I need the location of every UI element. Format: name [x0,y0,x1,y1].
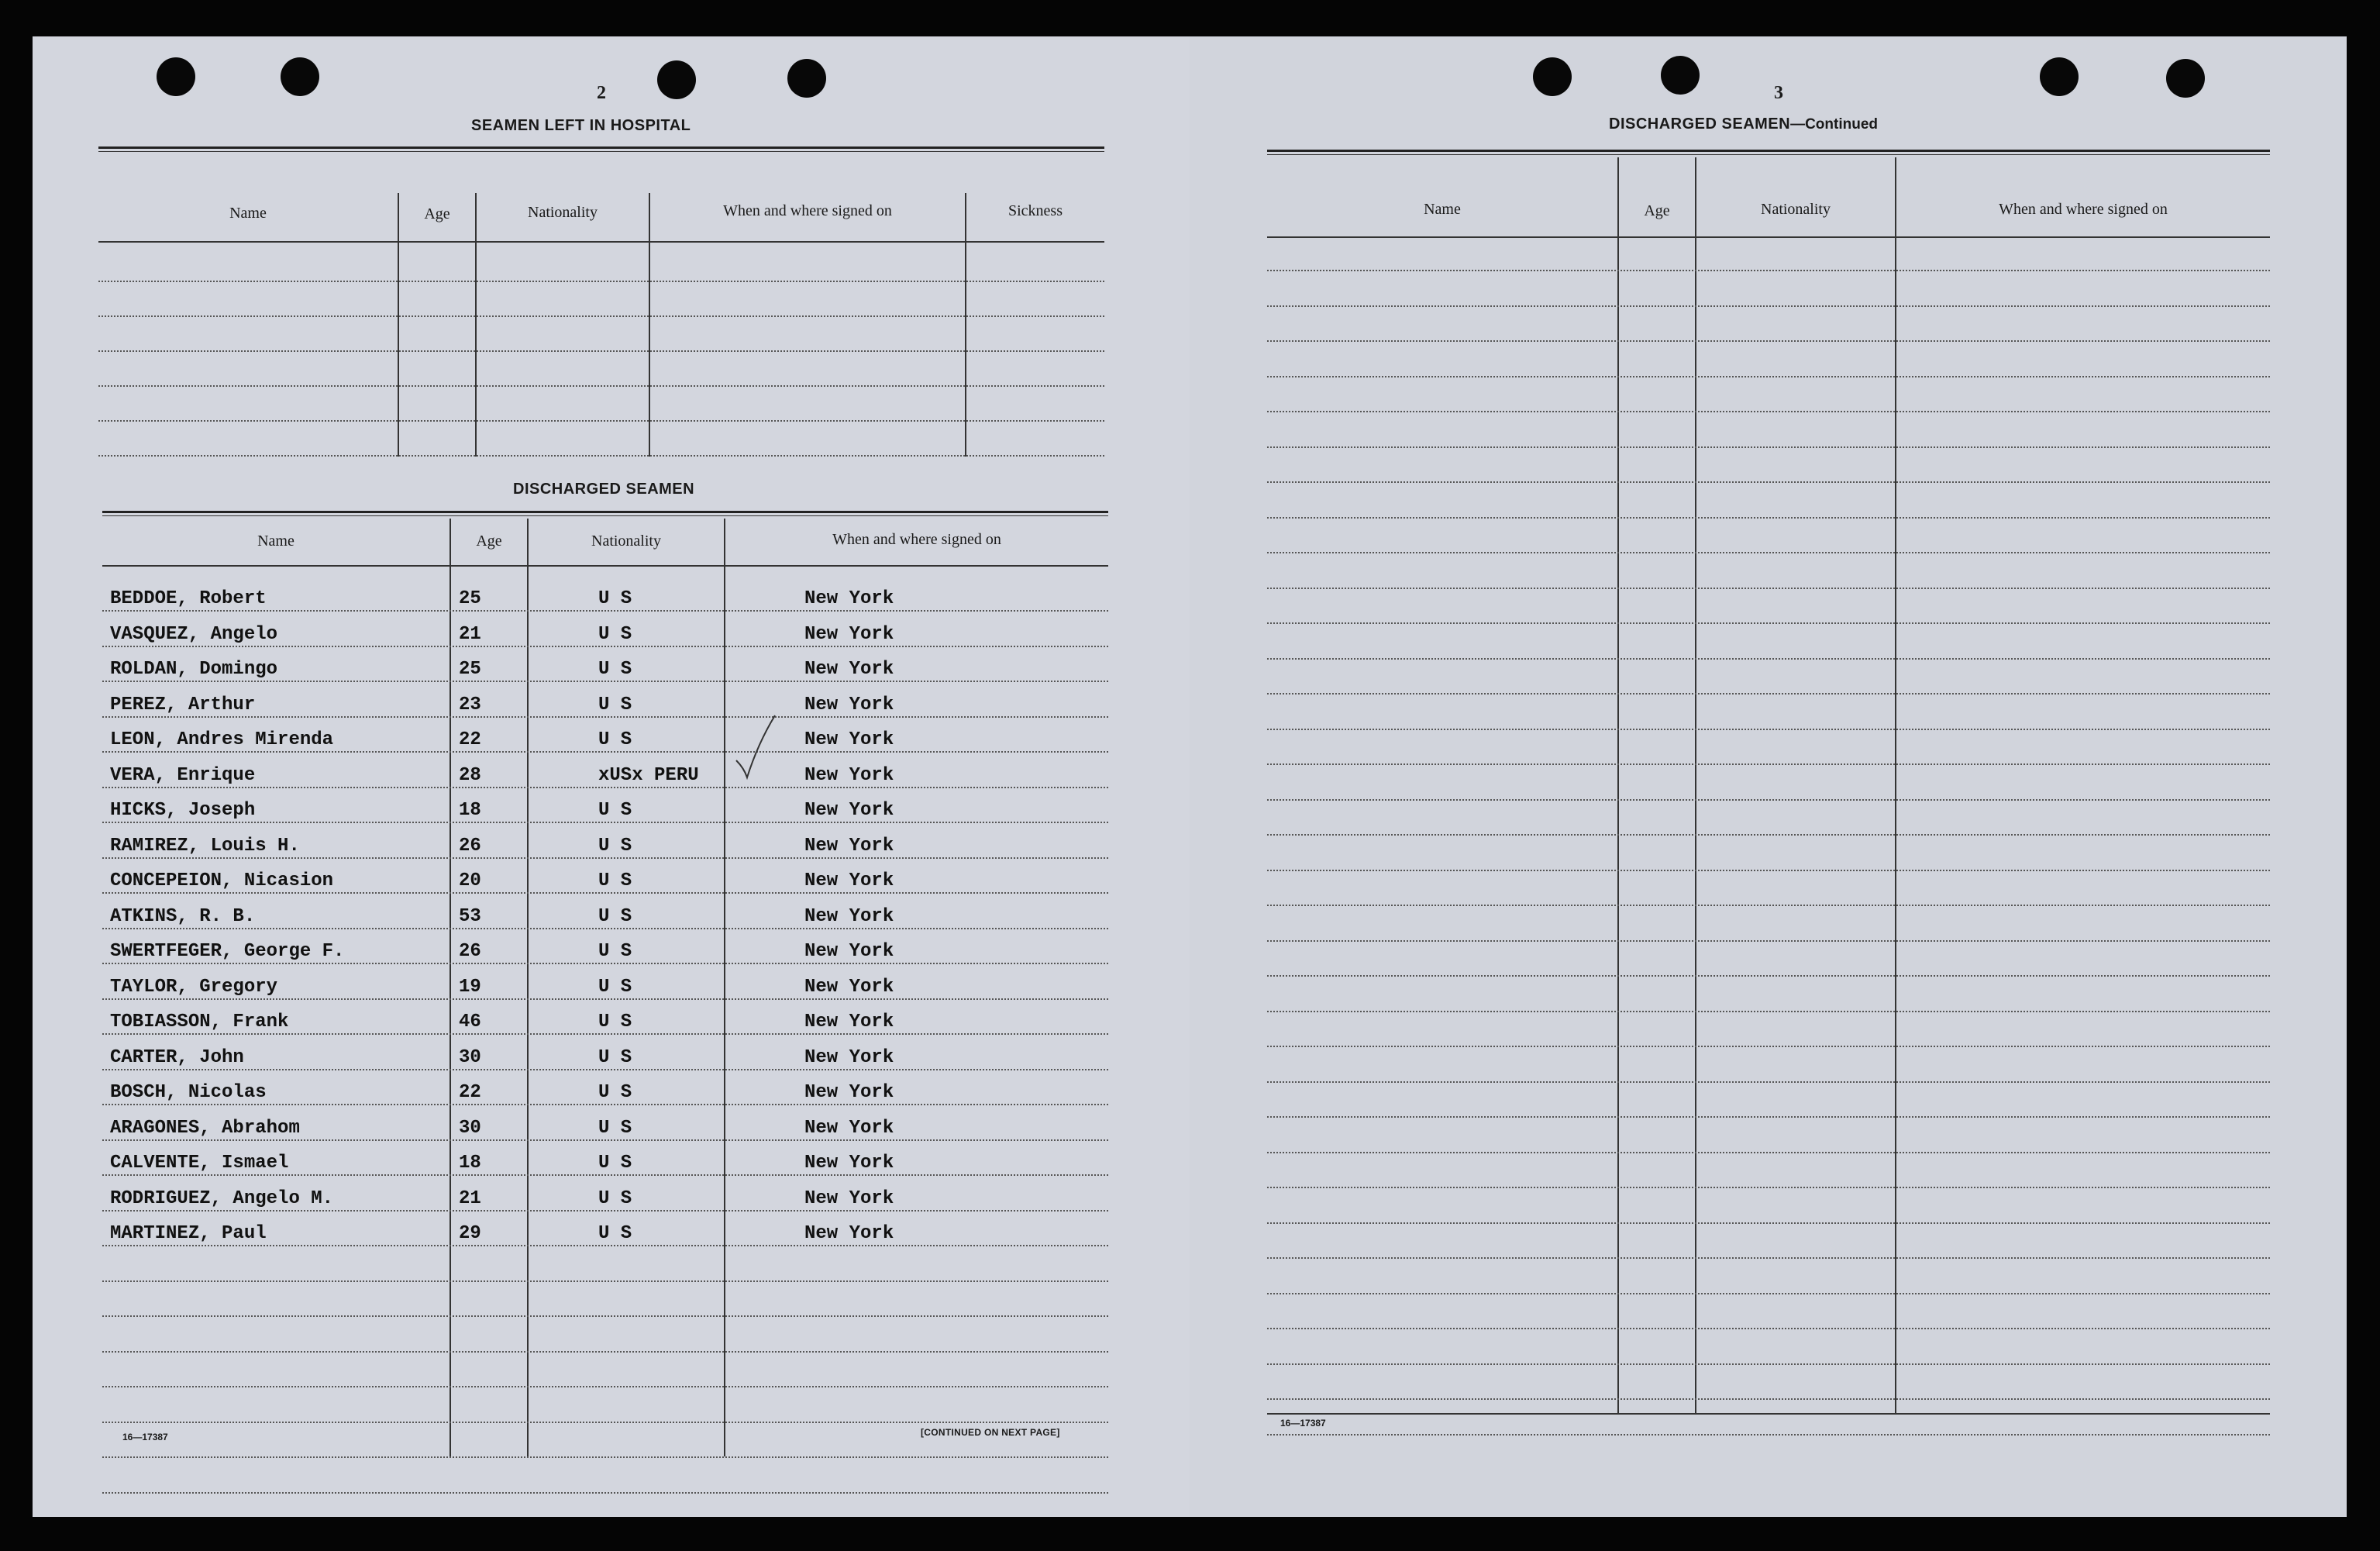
row-divider [1267,481,2270,483]
row-divider [1267,270,2270,271]
seaman-name: TOBIASSON, Frank [110,1012,289,1032]
seaman-signed-on: New York [804,694,894,715]
seaman-age: 30 [459,1046,481,1068]
row-divider [1267,1293,2270,1294]
row-divider [1267,834,2270,836]
seaman-name: RODRIGUEZ, Angelo M. [110,1187,334,1209]
seaman-age: 26 [459,941,481,962]
seaman-age: 23 [459,694,481,715]
row-divider [1267,1046,2270,1047]
row-divider [1267,1187,2270,1188]
form-number: 16—17387 [122,1432,168,1442]
row-divider [1267,552,2270,553]
row-divider [1267,446,2270,448]
seaman-age: 29 [459,1223,481,1244]
page-title [1609,115,1878,133]
seaman-age: 18 [459,800,481,821]
row-divider [1267,411,2270,412]
seaman-age: 22 [459,1082,481,1103]
row-divider [102,963,1108,964]
row-divider [102,751,1108,753]
seaman-nationality: U S [598,905,632,927]
row-divider [102,857,1108,859]
seaman-name: VERA, Enrique [110,764,256,786]
seaman-name: CONCEPEION, Nicasion [110,870,334,891]
seaman-name: ROLDAN, Domingo [110,659,278,680]
seaman-nationality: U S [598,1223,632,1244]
row-divider [102,1174,1108,1176]
col-header-signed-on: When and where signed on [723,202,892,219]
row-divider [1267,940,2270,942]
continued-table [1267,150,2270,1452]
row-divider [1267,622,2270,624]
row-divider [1267,340,2270,342]
page-number: 3 [1774,83,1783,103]
seaman-nationality: U S [598,800,632,821]
seaman-nationality: U S [598,835,632,856]
row-divider [1267,1081,2270,1083]
seaman-signed-on: New York [804,1082,894,1103]
row-divider [102,716,1108,718]
seaman-signed-on: New York [804,835,894,856]
seaman-age: 30 [459,1117,481,1139]
seaman-age: 28 [459,764,481,786]
hospital-section-title: SEAMEN LEFT IN HOSPITAL [471,117,691,134]
seaman-signed-on: New York [804,1117,894,1139]
row-divider [1267,799,2270,801]
row-divider [1267,1398,2270,1400]
seaman-age: 21 [459,623,481,645]
seaman-age: 22 [459,729,481,750]
seaman-name: ATKINS, R. B. [110,905,256,927]
seaman-name: VASQUEZ, Angelo [110,623,278,645]
seaman-nationality: U S [598,1012,632,1032]
col-header-signed-on: When and where signed on [1999,201,2168,218]
seaman-signed-on: New York [804,941,894,962]
seaman-age: 26 [459,835,481,856]
row-divider [102,1456,1108,1458]
row-divider [102,998,1108,1000]
punch-hole [157,57,195,96]
col-header-nationality: Nationality [528,204,598,221]
seaman-age: 46 [459,1012,481,1032]
row-divider [1267,905,2270,906]
row-divider [102,928,1108,929]
seaman-name: PEREZ, Arthur [110,694,256,715]
row-divider [102,610,1108,612]
row-divider [102,1069,1108,1070]
row-divider [102,1351,1108,1353]
row-divider [1267,729,2270,730]
punch-hole [2166,59,2205,98]
punch-hole [1661,56,1700,95]
row-divider [1267,1011,2270,1012]
row-divider [102,892,1108,894]
seaman-signed-on: New York [804,764,894,786]
discharged-table [102,511,1108,1456]
left-page [33,36,1190,1517]
form-number: 16—17387 [1280,1418,1326,1429]
row-divider [102,1033,1108,1035]
punch-hole [281,57,319,96]
col-header-signed-on: When and where signed on [832,531,1001,548]
col-header-nationality: Nationality [1761,201,1831,218]
seaman-name: MARTINEZ, Paul [110,1223,267,1244]
col-header-nationality: Nationality [591,533,661,550]
seaman-signed-on: New York [804,870,894,891]
row-divider [1267,658,2270,660]
col-header-sickness: Sickness [1008,202,1063,219]
row-divider [1267,1152,2270,1153]
col-header-age: Age [476,533,502,550]
row-divider [1267,870,2270,871]
row-divider [1267,1363,2270,1365]
row-divider [102,1104,1108,1105]
row-divider [102,1139,1108,1141]
seaman-signed-on: New York [804,1012,894,1032]
seaman-nationality: U S [598,1082,632,1103]
row-divider [1267,763,2270,765]
seaman-signed-on: New York [804,588,894,609]
seaman-nationality: U S [598,976,632,998]
seaman-signed-on: New York [804,1223,894,1244]
row-divider [1267,376,2270,377]
row-divider [1267,305,2270,307]
seaman-nationality: U S [598,1046,632,1068]
row-divider [102,822,1108,823]
row-divider [1267,1222,2270,1224]
discharged-section-title: DISCHARGED SEAMEN [513,481,695,498]
punch-hole [657,60,696,99]
row-divider [1267,517,2270,519]
seaman-nationality: U S [598,623,632,645]
title-main: DISCHARGED SEAMEN [1609,115,1791,133]
seaman-signed-on: New York [804,623,894,645]
seaman-signed-on: New York [804,905,894,927]
right-page [1190,36,2347,1517]
continued-note: [CONTINUED ON NEXT PAGE] [921,1427,1060,1438]
row-divider [102,681,1108,682]
seaman-nationality: U S [598,729,632,750]
row-divider [1267,1116,2270,1118]
punch-hole [1533,57,1572,96]
seaman-signed-on: New York [804,976,894,998]
col-header-age: Age [1644,202,1670,219]
seaman-signed-on: New York [804,729,894,750]
seaman-nationality: U S [598,1187,632,1209]
row-divider [102,787,1108,788]
punch-hole [2040,57,2079,96]
seaman-signed-on: New York [804,1187,894,1209]
check-mark [733,712,780,782]
row-divider [1267,693,2270,695]
seaman-age: 25 [459,588,481,609]
seaman-name: CARTER, John [110,1046,244,1068]
seaman-age: 18 [459,1153,481,1174]
row-divider [102,1386,1108,1387]
seaman-signed-on: New York [804,800,894,821]
seaman-signed-on: New York [804,1046,894,1068]
seaman-name: BOSCH, Nicolas [110,1082,267,1103]
hospital-table [98,146,1104,458]
punch-hole [787,59,826,98]
seaman-name: BEDDOE, Robert [110,588,267,609]
row-divider [1267,588,2270,589]
seaman-signed-on: New York [804,1153,894,1174]
page-number: 2 [597,83,606,103]
seaman-age: 21 [459,1187,481,1209]
row-divider [1267,1257,2270,1259]
row-divider [102,1210,1108,1212]
seaman-name: CALVENTE, Ismael [110,1153,289,1174]
row-divider [102,1245,1108,1246]
row-divider [102,1492,1108,1494]
col-header-name: Name [257,533,294,550]
seaman-nationality: U S [598,659,632,680]
row-divider [1267,1434,2270,1436]
row-divider [102,1422,1108,1423]
seaman-name: TAYLOR, Gregory [110,976,278,998]
seaman-name: RAMIREZ, Louis H. [110,835,300,856]
seaman-nationality: U S [598,1153,632,1174]
title-suffix: —Continued [1790,116,1879,133]
seaman-nationality: U S [598,941,632,962]
seaman-age: 53 [459,905,481,927]
seaman-age: 19 [459,976,481,998]
seaman-name: SWERTFEGER, George F. [110,941,345,962]
row-divider [1267,975,2270,977]
seaman-nationality: xUSx PERU [598,764,699,786]
seaman-age: 25 [459,659,481,680]
seaman-signed-on: New York [804,659,894,680]
seaman-age: 20 [459,870,481,891]
row-divider [102,646,1108,647]
row-divider [102,1280,1108,1282]
seaman-nationality: U S [598,870,632,891]
seaman-name: ARAGONES, Abrahom [110,1117,300,1139]
row-divider [1267,1328,2270,1329]
col-header-age: Age [424,205,450,222]
seaman-nationality: U S [598,694,632,715]
col-header-name: Name [229,205,267,222]
seaman-nationality: U S [598,1117,632,1139]
seaman-name: HICKS, Joseph [110,800,256,821]
seaman-name: LEON, Andres Mirenda [110,729,334,750]
seaman-nationality: U S [598,588,632,609]
row-divider [102,1315,1108,1317]
col-header-name: Name [1424,201,1461,218]
